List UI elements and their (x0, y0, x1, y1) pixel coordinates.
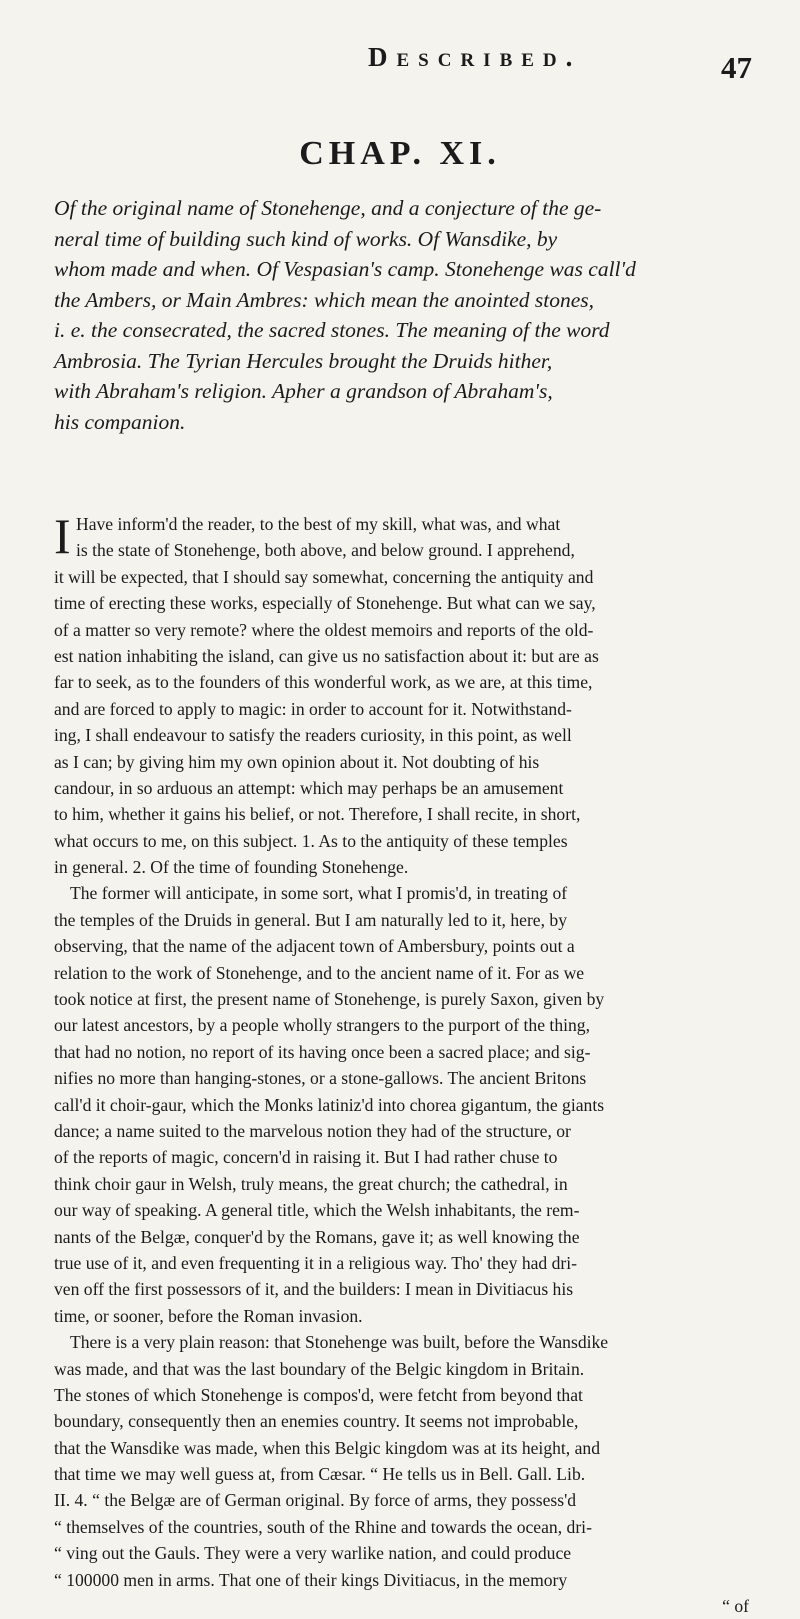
body-line: time of erecting these works, especially of Stonehenge. But what can we say, (54, 593, 596, 614)
body-line: “ themselves of the countries, south of the Rhine and towards the ocean, dri- (54, 1516, 592, 1537)
body-text (54, 508, 749, 1619)
running-title: Described. (368, 42, 582, 72)
body-line: that had no notion, no report of its having once been a sacred place; and sig- (54, 1041, 591, 1062)
chapter-summary (54, 193, 744, 437)
summary-line: Of the original name of Stonehenge, and a conjecture of the ge- (54, 196, 602, 220)
body-line: that time we may well guess at, from Cæsar. “ He tells us in Bell. Gall. Lib. (54, 1464, 586, 1485)
body-line: ven off the first possessors of it, and the builders: I mean in Divitiacus his (54, 1279, 574, 1300)
body-line: There is a very plain reason: that Stonehenge was built, before the Wansdike (70, 1332, 609, 1353)
body-line: Have inform'd the reader, to the best of my skill, what was, and what (76, 514, 561, 534)
chapter-title: CHAP. XI. (299, 135, 501, 172)
body-line: call'd it choir-gaur, which the Monks latiniz'd into chorea gigantum, the giants (54, 1094, 605, 1115)
body-line: The stones of which Stonehenge is compos'd, were fetcht from beyond that (54, 1384, 583, 1405)
summary-line: whom made and when. Of Vespasian's camp. Stonehenge was call'd (54, 257, 636, 281)
body-line: that the Wansdike was made, when this Belgic kingdom was at its height, and (54, 1437, 601, 1458)
body-line: boundary, consequently then an enemies country. It seems not improbable, (54, 1411, 579, 1432)
body-line: nants of the Belgæ, conquer'd by the Romans, gave it; as well knowing the (54, 1226, 580, 1247)
body-line: and are forced to apply to magic: in order to account for it. Notwithstand- (54, 698, 572, 719)
body-line: what occurs to me, on this subject. 1. As to the antiquity of these temples (54, 830, 568, 851)
body-line: The former will anticipate, in some sort, what I promis'd, in treating of (70, 883, 568, 904)
body-line: true use of it, and even frequenting it in a religious way. Tho' they had dri- (54, 1252, 578, 1273)
body-line: is the state of Stonehenge, both above, and below ground. I apprehend, (76, 540, 575, 561)
body-line: in general. 2. Of the time of founding Stonehenge. (54, 857, 409, 878)
body-line: observing, that the name of the adjacent town of Ambersbury, points out a (54, 936, 575, 957)
summary-line: i. e. the consecrated, the sacred stones. The meaning of the word (54, 318, 610, 342)
summary-line: neral time of building such kind of works. Of Wansdike, by (54, 226, 558, 251)
running-head (0, 42, 800, 85)
body-line: dance; a name suited to the marvelous notion they had of the structure, or (54, 1120, 571, 1141)
body-line: the temples of the Druids in general. But I am naturally led to it, here, by (54, 909, 568, 930)
body-line: relation to the work of Stonehenge, and to the ancient name of it. For as we (54, 962, 585, 983)
catchword: “ of (722, 1596, 749, 1617)
summary-line: Ambrosia. The Tyrian Hercules brought the Druids hither, (54, 348, 553, 373)
body-line: of the reports of magic, concern'd in raising it. But I had rather chuse to (54, 1147, 558, 1168)
summary-line: with Abraham's religion. Apher a grandson of Abraham's, (54, 379, 553, 403)
page-number: 47 (721, 50, 752, 85)
body-line: far to seek, as to the founders of this wonderful work, as we are, at this time, (54, 672, 593, 693)
summary-line: his companion. (54, 409, 186, 434)
body-line: it will be expected, that I should say somewhat, concerning the antiquity and (54, 566, 594, 587)
body-line: of a matter so very remote? where the oldest memoirs and reports of the old- (54, 619, 594, 640)
body-line: time, or sooner, before the Roman invasion. (54, 1305, 363, 1326)
drop-cap: I (54, 508, 71, 564)
body-line: our way of speaking. A general title, which the Welsh inhabitants, the rem- (54, 1200, 580, 1221)
body-line: our latest ancestors, by a people wholly strangers to the purport of the thing, (54, 1015, 590, 1036)
body-line: to him, whether it gains his belief, or not. Therefore, I shall recite, in short, (54, 804, 581, 825)
body-line: nifies no more than hanging-stones, or a stone-gallows. The ancient Britons (54, 1068, 587, 1089)
body-line: candour, in so arduous an attempt: which may perhaps be an amusement (54, 777, 564, 798)
body-line: as I can; by giving him my own opinion about it. Not doubting of his (54, 751, 540, 772)
summary-line: the Ambers, or Main Ambres: which mean the anointed stones, (54, 287, 595, 312)
body-line: was made, and that was the last boundary of the Belgic kingdom in Britain. (54, 1358, 585, 1379)
body-line: “ ving out the Gauls. They were a very warlike nation, and could produce (54, 1543, 572, 1564)
body-line: II. 4. “ the Belgæ are of German original. By force of arms, they possess'd (54, 1490, 577, 1511)
body-line: est nation inhabiting the island, can give us no satisfaction about it: but are as (54, 645, 599, 666)
body-line: “ 100000 men in arms. That one of their kings Divitiacus, in the memory (54, 1569, 568, 1590)
body-line: took notice at first, the present name of Stonehenge, is purely Saxon, given by (54, 989, 605, 1010)
body-line: ing, I shall endeavour to satisfy the readers curiosity, in this point, as well (54, 725, 572, 746)
body-line: think choir gaur in Welsh, truly means, the great church; the cathedral, in (54, 1173, 568, 1194)
